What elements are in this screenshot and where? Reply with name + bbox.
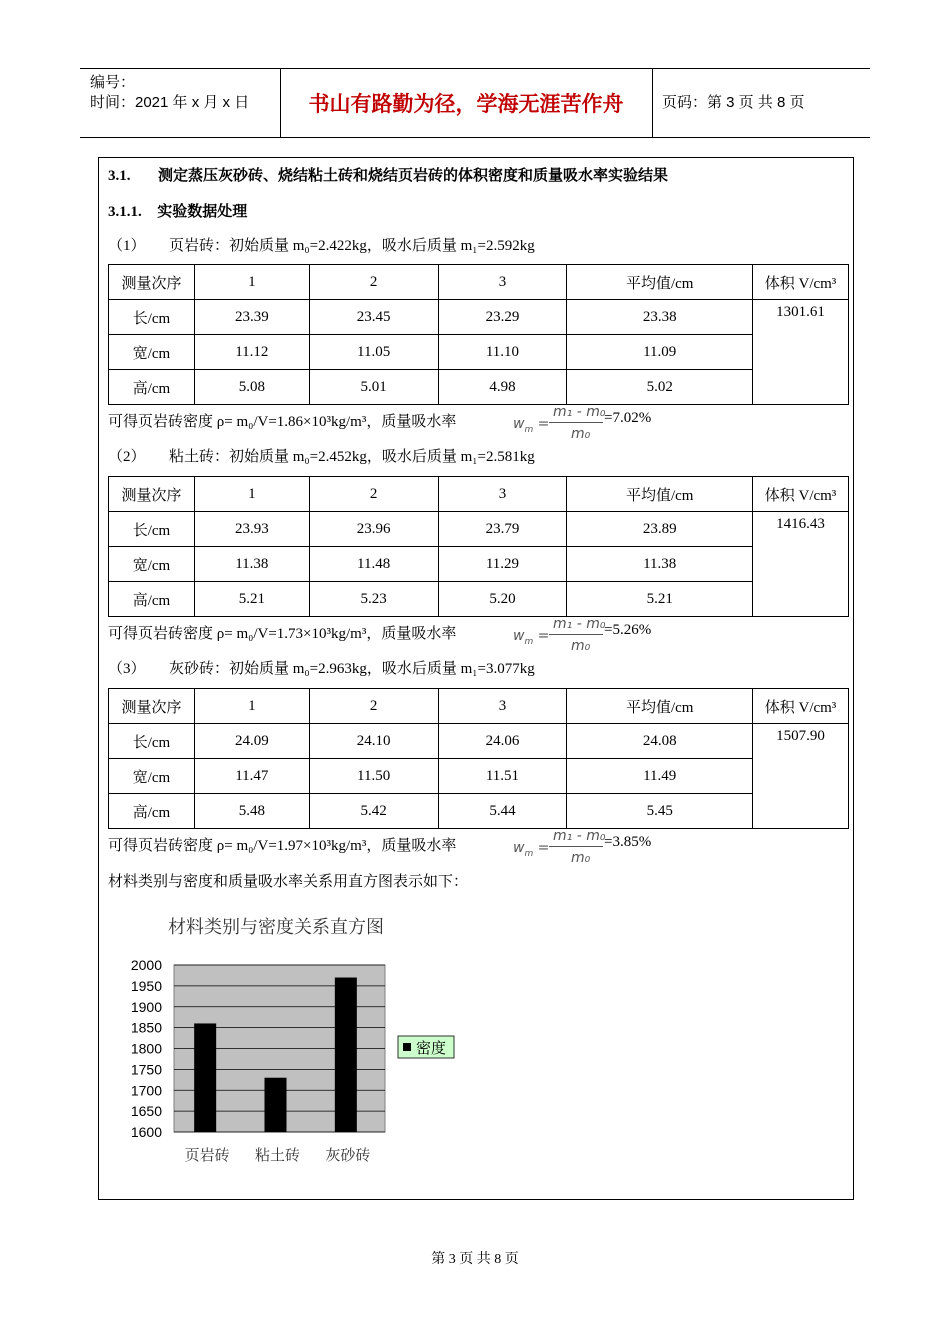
brick-2-table <box>108 476 849 617</box>
row-label: 宽/cm <box>109 759 195 794</box>
y-tick-label: 1600 <box>130 1124 162 1140</box>
table-cell: 5.01 <box>309 370 438 405</box>
doc-number-label: 编号： <box>90 74 136 91</box>
brick-2-number: （2） <box>108 449 146 465</box>
header-meta <box>80 69 281 137</box>
legend-label: 密度 <box>416 1039 447 1057</box>
x-tick-label: 灰砂砖 <box>325 1146 371 1164</box>
chart-intro: 材料类别与密度和质量吸水率关系用直方图表示如下： <box>108 874 469 890</box>
section-title <box>108 164 668 185</box>
header-cell: 2 <box>309 477 438 512</box>
table-cell: 4.98 <box>438 370 567 405</box>
section-title-number: 3.1. <box>108 168 131 184</box>
section-title-text: 测定蒸压灰砂砖、烧结粘土砖和烧结页岩砖的体积密度和质量吸水率实验结果 <box>158 168 669 184</box>
table-cell: 5.20 <box>438 582 567 617</box>
doc-time-label: 时间：2021 年 x 月 x 日 <box>90 94 250 111</box>
x-tick-label: 页岩砖 <box>184 1146 230 1164</box>
table-cell: 23.89 <box>567 512 753 547</box>
table-row <box>109 582 849 617</box>
table-cell: 23.45 <box>309 300 438 335</box>
volume-cell: 1416.43 <box>753 512 849 617</box>
brick-1-intro-text: 页岩砖：初始质量 m₀=2.422kg，吸水后质量 m₁=2.592kg <box>169 238 535 254</box>
table-cell: 24.06 <box>438 724 567 759</box>
table-cell: 11.29 <box>438 547 567 582</box>
formula-denominator: m₀ <box>571 426 591 442</box>
table-cell: 11.51 <box>438 759 567 794</box>
row-label: 长/cm <box>109 724 195 759</box>
brick-2-result: 可得页岩砖密度 ρ= m₀/V=1.73×10³kg/m³，质量吸水率 <box>108 626 457 642</box>
table-row <box>109 370 849 405</box>
header-cell: 平均值/cm <box>567 689 753 724</box>
formula-denominator: m₀ <box>571 638 591 654</box>
density-bar-chart <box>120 908 520 1178</box>
table-row <box>109 759 849 794</box>
header-cell: 3 <box>438 265 567 300</box>
table-cell: 5.44 <box>438 794 567 829</box>
table-cell: 5.23 <box>309 582 438 617</box>
brick-3-intro <box>108 657 535 678</box>
brick-3-result: 可得页岩砖密度 ρ= m₀/V=1.97×10³kg/m³，质量吸水率 <box>108 838 457 854</box>
formula-numerator: m₁ - m₀ <box>553 828 606 844</box>
table-cell: 24.08 <box>567 724 753 759</box>
y-tick-label: 1800 <box>130 1040 162 1057</box>
header-cell: 测量次序 <box>109 689 195 724</box>
table-cell: 11.48 <box>309 547 438 582</box>
brick-1-result: 可得页岩砖密度 ρ= m₀/V=1.86×10³kg/m³，质量吸水率 <box>108 414 457 430</box>
volume-cell: 1301.61 <box>753 300 849 405</box>
legend-swatch <box>403 1043 411 1051</box>
y-tick-label: 1950 <box>130 977 162 994</box>
x-tick-label: 粘土砖 <box>254 1146 301 1164</box>
brick-1-intro <box>108 234 535 255</box>
table-cell: 23.79 <box>438 512 567 547</box>
formula-numerator: m₁ - m₀ <box>553 404 606 420</box>
table-cell: 23.93 <box>194 512 309 547</box>
table-row <box>109 724 849 759</box>
subsection-title <box>108 200 247 221</box>
table-header-row <box>109 477 849 512</box>
bar <box>265 1078 287 1132</box>
table-cell: 11.50 <box>309 759 438 794</box>
table-cell: 24.09 <box>194 724 309 759</box>
table-cell: 11.38 <box>567 547 753 582</box>
page-footer: 第 3 页 共 8 页 <box>431 1252 519 1267</box>
header-cell: 1 <box>194 477 309 512</box>
row-label: 宽/cm <box>109 547 195 582</box>
subsection-title-text: 实验数据处理 <box>157 204 248 220</box>
header-cell: 体积 V/cm³ <box>753 265 849 300</box>
header-cell: 1 <box>194 265 309 300</box>
table-cell: 5.08 <box>194 370 309 405</box>
table-cell: 23.39 <box>194 300 309 335</box>
table-row <box>109 335 849 370</box>
table-cell: 23.96 <box>309 512 438 547</box>
y-tick-label: 1700 <box>130 1082 162 1099</box>
table-cell: 11.12 <box>194 335 309 370</box>
subsection-title-number: 3.1.1. <box>108 204 142 220</box>
header-cell: 体积 V/cm³ <box>753 477 849 512</box>
table-cell: 23.38 <box>567 300 753 335</box>
brick-3-absorption: =3.85% <box>604 834 652 850</box>
row-label: 宽/cm <box>109 335 195 370</box>
header-cell: 1 <box>194 689 309 724</box>
table-cell: 11.49 <box>567 759 753 794</box>
brick-1-number: （1） <box>108 238 146 254</box>
table-cell: 11.09 <box>567 335 753 370</box>
header-cell: 测量次序 <box>109 265 195 300</box>
table-cell: 24.10 <box>309 724 438 759</box>
table-cell: 5.21 <box>567 582 753 617</box>
formula-denominator: m₀ <box>571 850 591 866</box>
volume-cell: 1507.90 <box>753 724 849 829</box>
table-row <box>109 794 849 829</box>
y-tick-label: 1900 <box>130 998 162 1015</box>
table-cell: 5.21 <box>194 582 309 617</box>
table-cell: 11.47 <box>194 759 309 794</box>
row-label: 长/cm <box>109 300 195 335</box>
brick-1-table <box>108 264 849 405</box>
header-cell: 测量次序 <box>109 477 195 512</box>
table-cell: 11.05 <box>309 335 438 370</box>
brick-1-absorption: =7.02% <box>604 410 652 426</box>
header-cell: 2 <box>309 689 438 724</box>
brick-3-intro-text: 灰砂砖：初始质量 m₀=2.963kg，吸水后质量 m₁=3.077kg <box>169 661 535 677</box>
table-cell: 23.29 <box>438 300 567 335</box>
table-cell: 5.45 <box>567 794 753 829</box>
header-cell: 2 <box>309 265 438 300</box>
header-page-info: 页码：第 3 页 共 8 页 <box>662 94 805 111</box>
table-header-row <box>109 265 849 300</box>
table-cell: 11.10 <box>438 335 567 370</box>
bar <box>335 978 357 1132</box>
brick-2-intro <box>108 445 535 466</box>
table-cell: 5.48 <box>194 794 309 829</box>
header-cell: 体积 V/cm³ <box>753 689 849 724</box>
row-label: 高/cm <box>109 794 195 829</box>
table-row <box>109 547 849 582</box>
header-cell: 3 <box>438 689 567 724</box>
y-tick-label: 1750 <box>130 1061 162 1078</box>
y-tick-label: 2000 <box>130 957 162 973</box>
formula-lhs: $w_m$ = <box>513 840 550 859</box>
y-tick-label: 1850 <box>130 1019 162 1036</box>
table-header-row <box>109 689 849 724</box>
header-cell: 平均值/cm <box>567 265 753 300</box>
table-cell: 5.42 <box>309 794 438 829</box>
row-label: 高/cm <box>109 370 195 405</box>
header-cell: 平均值/cm <box>567 477 753 512</box>
bar <box>194 1023 216 1132</box>
formula-numerator: m₁ - m₀ <box>553 616 606 632</box>
formula-lhs: $w_m$ = <box>513 628 550 647</box>
brick-2-absorption: =5.26% <box>604 622 652 638</box>
y-tick-label: 1650 <box>130 1103 162 1120</box>
header-motto: 书山有路勤为径，学海无涯苦作舟 <box>280 69 653 137</box>
table-row <box>109 300 849 335</box>
table-cell: 11.38 <box>194 547 309 582</box>
brick-3-table <box>108 688 849 829</box>
formula-lhs: $w_m$ = <box>513 416 550 435</box>
page-header <box>80 68 870 138</box>
table-row <box>109 512 849 547</box>
brick-2-intro-text: 粘土砖：初始质量 m₀=2.452kg，吸水后质量 m₁=2.581kg <box>169 449 535 465</box>
table-cell: 5.02 <box>567 370 753 405</box>
row-label: 高/cm <box>109 582 195 617</box>
chart-title: 材料类别与密度关系直方图 <box>168 917 384 938</box>
brick-3-number: （3） <box>108 661 146 677</box>
row-label: 长/cm <box>109 512 195 547</box>
header-cell: 3 <box>438 477 567 512</box>
